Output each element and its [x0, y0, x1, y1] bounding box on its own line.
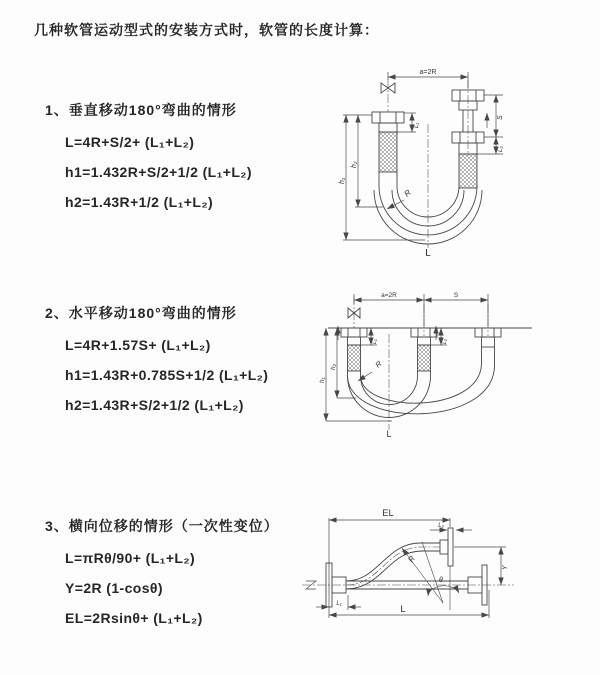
left-end-fitting [372, 112, 404, 172]
radius-label: R [406, 554, 417, 565]
formula-length: L=4R+1.57S+ (L₁+L₂) [65, 337, 211, 353]
diagram-labels [336, 508, 509, 615]
angle-arc [428, 586, 459, 596]
formula-length: L=4R+S/2+ (L₁+L₂) [65, 134, 195, 150]
formula-y: Y=2R (1-cosθ) [65, 580, 163, 596]
hose-s-curve [346, 551, 440, 589]
section-lateral-displacement [45, 516, 279, 626]
l2-dim-label: L₂ [438, 523, 444, 529]
l2-dim-label: L₂ [498, 146, 504, 152]
radius-label: R [373, 359, 384, 370]
diagram-linework [302, 518, 514, 618]
length-label: L [400, 604, 406, 615]
page-title: 几种软管运动型式的安装方式时，软管的长度计算： [34, 22, 379, 38]
stroke-dim-label: S [497, 115, 504, 120]
theta-label: θ [439, 577, 443, 584]
diagram-vertical-180-ubend [313, 66, 513, 261]
l1-dim-label: L₁ [414, 122, 420, 128]
span-dim-label: a=2R [419, 69, 437, 76]
formula-h1: h1=1.432R+S/2+1/2 (L₁+L₂) [65, 164, 252, 180]
section-heading: 1、垂直移动180°弯曲的情形 [45, 102, 237, 118]
h1-dim-label: h₁ [319, 377, 326, 383]
diagram-linework [326, 294, 532, 430]
hose-s-curve [346, 543, 440, 581]
formula-length: L=πRθ/90+ (L₁+L₂) [65, 550, 196, 566]
diagram-labels [339, 69, 504, 259]
length-label: L [425, 248, 431, 259]
formula-h1: h1=1.43R+0.785S+1/2 (L₁+L₂) [65, 367, 269, 383]
dimension-lines [343, 72, 503, 240]
length-label: L [386, 429, 392, 439]
diagram-linework [343, 72, 503, 248]
y-dim-label: Y [502, 565, 509, 570]
stroke-dim-label: S [453, 292, 459, 299]
diagram-lateral-displacement [298, 500, 518, 630]
section-heading: 2、水平移动180°弯曲的情形 [45, 305, 237, 321]
radius-label: R [402, 187, 413, 199]
h2-dim-label: h₂ [351, 161, 358, 168]
fixed-end-fitting [341, 328, 367, 371]
section-horizontal-movement [45, 303, 268, 413]
braided-hose-section [379, 132, 397, 172]
braided-hose-section [348, 345, 361, 371]
right-flange-displaced [448, 528, 453, 566]
el-dim-label: EL [382, 508, 394, 519]
displaced-position [346, 528, 453, 589]
h2-dim-label: h₂ [330, 363, 337, 370]
span-dim-label: a=2R [381, 292, 397, 299]
radius-leader [387, 200, 404, 209]
l2-dim-label: L₂ [442, 338, 448, 344]
l1-dim-label: L₁ [372, 339, 378, 344]
section-vertical-movement [45, 100, 252, 210]
l1-dim-label: L₁ [336, 601, 342, 607]
braided-hose-section [418, 345, 431, 371]
h1-dim-label: h₁ [339, 177, 346, 184]
diagram-horizontal-180-ubend [314, 288, 542, 440]
section-heading: 3、横向位移的情形（一次性变位） [45, 518, 279, 534]
dimension-lines [316, 518, 506, 618]
right-end-fitting-two-positions [452, 90, 484, 188]
formula-h2: h2=1.43R+1/2 (L₁+L₂) [65, 194, 214, 210]
formula-h2: h2=1.43R+S/2+1/2 (L₁+L₂) [65, 397, 244, 413]
formula-el: EL=2Rsinθ+ (L₁+L₂) [65, 610, 203, 626]
braided-hose-section [459, 154, 477, 188]
